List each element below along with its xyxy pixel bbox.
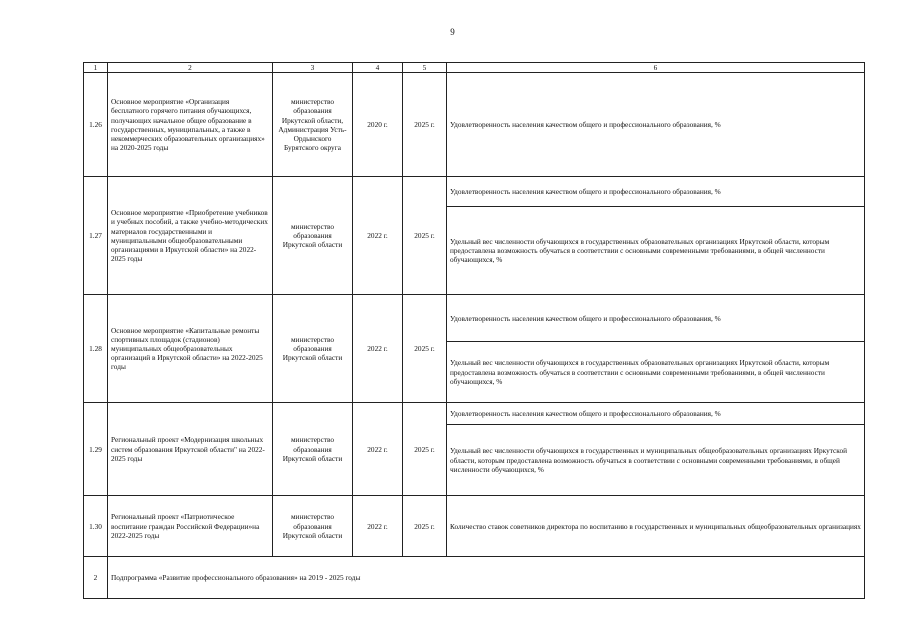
activity-name: Региональный проект «Модернизация школьных систем образования Иркутской области" на 2022-2025 годы	[108, 403, 273, 496]
end-year: 2025 г.	[403, 73, 447, 177]
program-table	[83, 62, 865, 599]
executor-cell: министерство образования Иркутской области	[273, 496, 353, 557]
executor-cell: министерство образования Иркутской области	[273, 177, 353, 295]
table-row	[84, 295, 865, 342]
subprogram-row	[84, 557, 865, 599]
indicator-cell: Удельный вес численности обучающихся в государственных образовательных организациях Иркутской области, которым предоставлена возможность обучаться в соответствии с основными современными требованиями, в общей численности обучающихся, %	[447, 342, 865, 403]
table-row	[84, 73, 865, 177]
indicator-cell: Удовлетворенность населения качеством общего и профессионального образования, %	[447, 177, 865, 207]
column-header: 3	[273, 63, 353, 73]
column-header: 5	[403, 63, 447, 73]
table-row	[84, 496, 865, 557]
end-year: 2025 г.	[403, 403, 447, 496]
executor-cell: министерство образования Иркутской области, Администрация Усть-Ордынского Бурятского округа	[273, 73, 353, 177]
executor-cell: министерство образования Иркутской области	[273, 403, 353, 496]
end-year: 2025 г.	[403, 496, 447, 557]
start-year: 2022 г.	[353, 496, 403, 557]
row-number: 1.30	[84, 496, 108, 557]
subprogram-number: 2	[84, 557, 108, 599]
column-header: 1	[84, 63, 108, 73]
row-number: 1.27	[84, 177, 108, 295]
row-number: 1.26	[84, 73, 108, 177]
header-row	[84, 63, 865, 73]
activity-name: Основное мероприятие «Организация бесплатного горячего питания обучающихся, получающих начальное общее образование в государственных, муниципальных, а также в некоммерческих образовательных организациях» на 2020-2025 годы	[108, 73, 273, 177]
start-year: 2022 г.	[353, 295, 403, 403]
column-header: 6	[447, 63, 865, 73]
start-year: 2020 г.	[353, 73, 403, 177]
indicator-cell: Удельный вес численности обучающихся в государственных образовательных организациях Иркутской области, которым предоставлена возможность обучаться в соответствии с основными современными требованиями, в общей численности обучающихся, %	[447, 207, 865, 295]
indicator-cell: Удовлетворенность населения качеством общего и профессионального образования, %	[447, 403, 865, 425]
indicator-cell: Удовлетворенность населения качеством общего и профессионального образования, %	[447, 295, 865, 342]
column-header: 4	[353, 63, 403, 73]
end-year: 2025 г.	[403, 177, 447, 295]
end-year: 2025 г.	[403, 295, 447, 403]
table-row	[84, 177, 865, 207]
indicator-cell: Удовлетворенность населения качеством общего и профессионального образования, %	[447, 73, 865, 177]
activity-name: Основное мероприятие «Капитальные ремонты спортивных площадок (стадионов) муниципальных общеобразовательных организаций в Иркутской области» на 2022-2025 годы	[108, 295, 273, 403]
page-number: 9	[450, 27, 455, 37]
activity-name: Основное мероприятие «Приобретение учебников и учебных пособий, а также учебно-методических материалов государственными и муниципальными общеобразовательными организациями в Иркутской области» на 2022-2025 годы	[108, 177, 273, 295]
start-year: 2022 г.	[353, 403, 403, 496]
row-number: 1.28	[84, 295, 108, 403]
executor-cell: министерство образования Иркутской области	[273, 295, 353, 403]
indicator-cell: Удельный вес численности обучающихся в государственных и муниципальных общеобразовательных организациях Иркутской области, которым предоставлена возможность обучаться в соответствии с основными современными требованиями, в общей численности обучающихся, %	[447, 425, 865, 496]
start-year: 2022 г.	[353, 177, 403, 295]
subprogram-title: Подпрограмма «Развитие профессионального образования» на 2019 - 2025 годы	[108, 557, 865, 599]
activity-name: Региональный проект «Патриотическое воспитание граждан Российской Федерации»на 2022-2025 годы	[108, 496, 273, 557]
indicator-cell: Количество ставок советников директора по воспитанию в государственных и муниципальных общеобразовательных организациях	[447, 496, 865, 557]
column-header: 2	[108, 63, 273, 73]
row-number: 1.29	[84, 403, 108, 496]
table-row	[84, 403, 865, 425]
